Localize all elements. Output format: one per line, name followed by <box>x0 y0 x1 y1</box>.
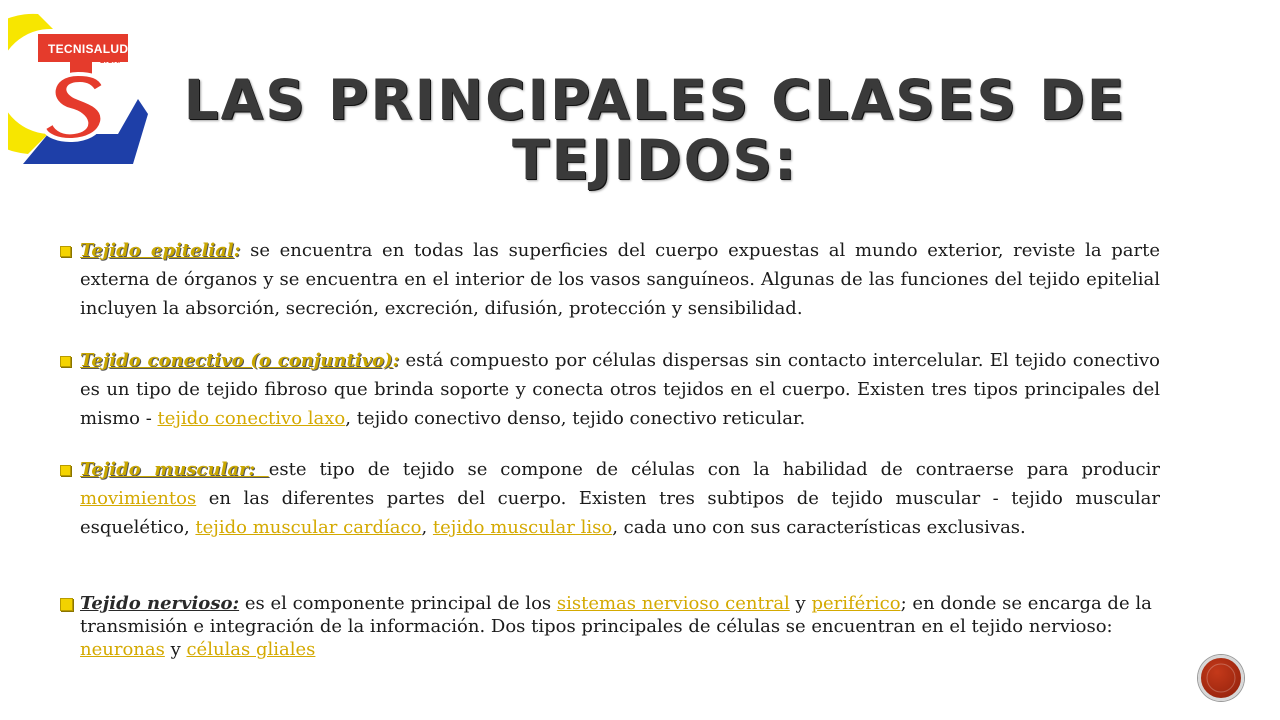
tecnisalud-logo <box>8 4 148 169</box>
item-text: se encuentra en todas las superficies del cuerpo expuestas al mundo exterior, reviste la parte externa de órganos y se encuentra en el interior de los vasos sanguíneos. Algunas de las funciones del tejido epitelial incluyen la absorción, secreción, excreción, difusión, protección y sensibilidad. <box>80 240 1161 319</box>
square-bullet-icon <box>60 246 71 257</box>
link-tejido-muscular-liso[interactable]: tejido muscular liso <box>432 517 613 538</box>
item-text: , cada uno con sus características exclusivas. <box>612 517 1026 538</box>
item-text: y <box>164 639 187 660</box>
term-epitelial: Tejido epitelial <box>80 240 234 261</box>
term-nervioso: Tejido nervioso: <box>80 593 240 614</box>
link-neuronas[interactable]: neuronas <box>80 639 165 660</box>
logo-name: TECNISALUD <box>48 42 129 56</box>
list-item-epitelial <box>60 236 1160 323</box>
term-colon: : <box>392 350 400 371</box>
next-arrow-icon <box>1201 658 1241 698</box>
link-tejido-muscular-cardiaco[interactable]: tejido muscular cardíaco <box>195 517 422 538</box>
term-muscular: Tejido muscular <box>80 459 249 480</box>
slide-title: LAS PRINCIPALES CLASES DE TEJIDOS: <box>183 68 1127 192</box>
item-text: en las diferentes partes del cuerpo. Existen tres subtipos de tejido muscular - tejido muscular esquelético, <box>80 488 1160 538</box>
square-bullet-icon <box>60 598 73 611</box>
item-text: este tipo de tejido se compone de células con la habilidad de contraerse para producir <box>268 459 1160 480</box>
term-colon: : <box>233 240 241 261</box>
item-text: y <box>789 593 812 614</box>
link-periferico[interactable]: periférico <box>811 593 901 614</box>
logo-sub: LTDA. <box>100 58 121 65</box>
link-sistemas-nervioso-central[interactable]: sistemas nervioso central <box>556 593 790 614</box>
square-bullet-icon <box>60 356 71 367</box>
list-item-nervioso <box>60 592 1170 661</box>
link-tejido-conectivo-laxo[interactable]: tejido conectivo laxo <box>157 408 346 429</box>
logo-graphic <box>8 4 148 169</box>
term-conectivo: Tejido conectivo (o conjuntivo) <box>80 350 393 371</box>
term-colon: : <box>248 459 269 480</box>
list-item-muscular <box>60 455 1160 542</box>
item-text: está compuesto por células dispersas sin contacto intercelular. El tejido conectivo es un tipo de tejido fibroso que brinda soporte y conecta otros tejidos en el cuerpo. Existen tres tipos principales del mismo - <box>80 350 1160 429</box>
square-bullet-icon <box>60 465 71 476</box>
item-text: , <box>421 517 433 538</box>
list-item-conectivo <box>60 346 1160 433</box>
item-text: es el componente principal de los <box>239 593 557 614</box>
item-text: , tejido conectivo denso, tejido conectivo reticular. <box>345 408 806 429</box>
link-movimientos[interactable]: movimientos <box>80 488 197 509</box>
link-celulas-gliales[interactable]: células gliales <box>186 639 316 660</box>
next-slide-button[interactable] <box>1198 655 1244 701</box>
item-text: ; en donde se encarga de la transmisión e integración de la información. Dos tipos principales de células se encuentran en el tejido nervioso: <box>80 593 1152 637</box>
